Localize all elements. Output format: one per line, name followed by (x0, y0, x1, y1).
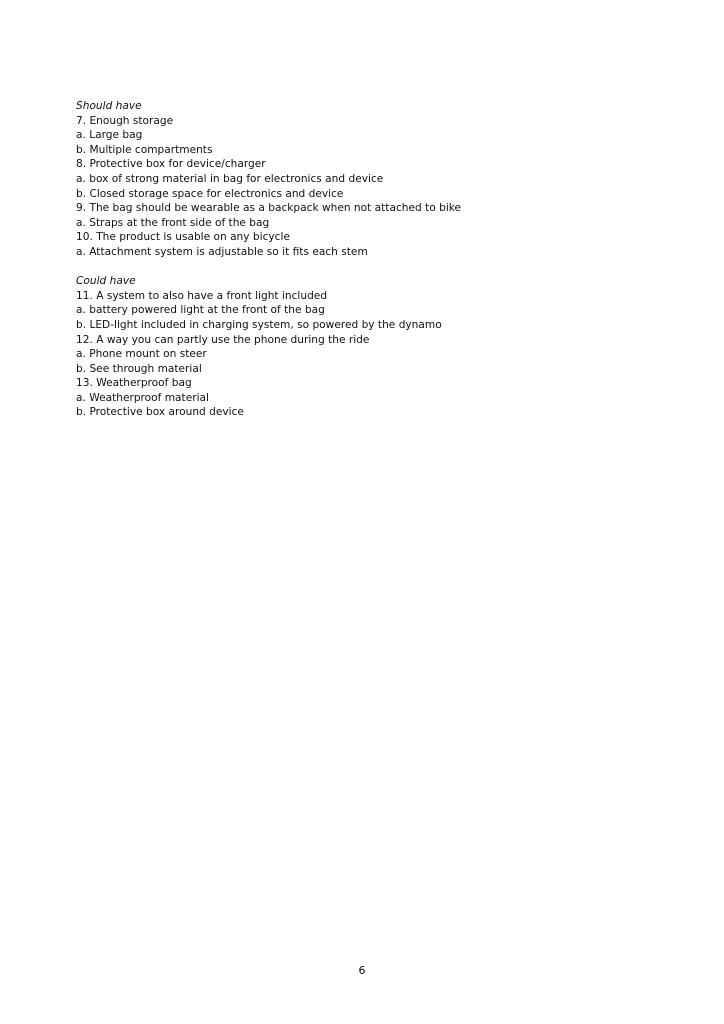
should-have-section (76, 99, 676, 260)
list-item: a. Large bag (76, 129, 143, 142)
list-item: b. Closed storage space for electronics and device (76, 187, 344, 200)
list-item: b. LED-light included in charging system, so powered by the dynamo (76, 318, 442, 331)
list-item: a. Weatherproof material (76, 391, 209, 404)
list-item: 13. Weatherproof bag (76, 377, 192, 390)
page-number: 6 (358, 964, 366, 977)
list-item: a. Attachment system is adjustable so it fits each stem (76, 245, 368, 258)
list-item: 9. The bag should be wearable as a backpack when not attached to bike (76, 202, 462, 215)
list-item: 11. A system to also have a front light included (76, 289, 328, 302)
list-item: b. See through material (76, 362, 202, 375)
list-item: 7. Enough storage (76, 114, 174, 127)
list-item: 10. The product is usable on any bicycle (76, 231, 290, 244)
section-heading: Could have (76, 275, 136, 288)
list-item: 8. Protective box for device/charger (76, 158, 266, 171)
section-heading: Should have (76, 100, 142, 112)
list-item: a. battery powered light at the front of the bag (76, 304, 325, 317)
requirements-list (76, 99, 676, 435)
list-item: a. Straps at the front side of the bag (76, 216, 270, 229)
list-item: a. box of strong material in bag for electronics and device (76, 172, 384, 185)
list-item: b. Protective box around device (76, 406, 244, 419)
could-have-section (76, 274, 676, 420)
list-item: b. Multiple compartments (76, 143, 213, 156)
list-item: a. Phone mount on steer (76, 348, 207, 361)
list-item: 12. A way you can partly use the phone during the ride (76, 333, 370, 346)
